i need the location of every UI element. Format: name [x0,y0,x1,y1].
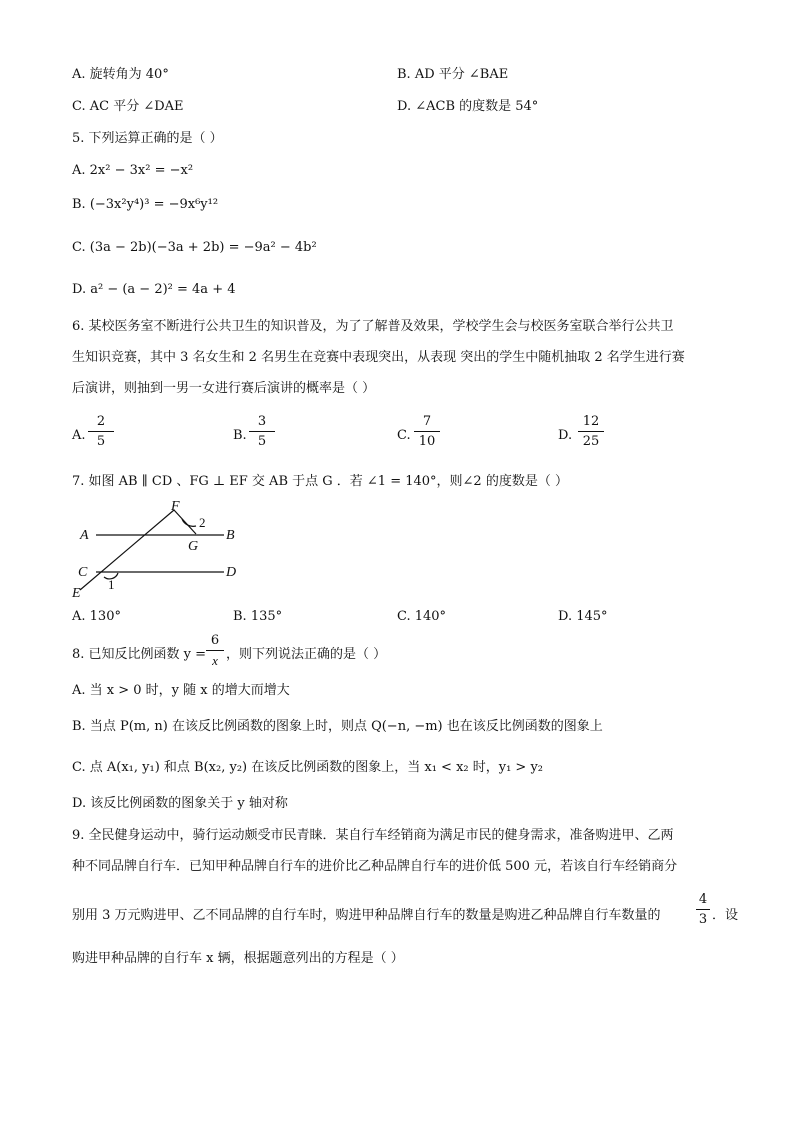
numerator: 7 [422,414,432,429]
q5-option-a: A. 2x² − 3x² = −x² [72,163,194,178]
q7-option-b: B. 135° [233,609,283,624]
line-ef [80,510,174,590]
q8-option-b: B. 当点 P(m, n) 在该反比例函数的图象上时，则点 Q(−n, −m) 也在该反比例函数的图象上 [72,719,603,734]
label-a: A [80,528,89,543]
q4-option-c: C. AC 平分 ∠DAE [72,99,184,114]
denominator: 25 [582,434,600,449]
denominator: x [212,653,218,668]
q6-option-b-label: B. [233,428,247,443]
q6-stem-line1: 6. 某校医务室不断进行公共卫生的知识普及，为了了解普及效果，学校学生会与校医务室联合举行公共卫 [72,319,674,334]
q8-option-c: C. 点 A(x₁, y₁) 和点 B(x₂, y₂) 在该反比例函数的图象上，当 x₁ < x₂ 时，y₁ > y₂ [72,760,544,775]
q8-stem-pre: 8. 已知反比例函数 y = [72,647,207,662]
q6-option-d-label: D. [558,428,573,443]
q6-option-d-fraction [578,414,604,449]
q5-stem: 5. 下列运算正确的是（ ） [72,131,223,146]
numerator: 6 [210,633,220,648]
numerator: 12 [582,414,600,429]
q4-option-b: B. AD 平分 ∠BAE [397,67,509,82]
label-c: C [78,565,88,580]
q6-option-c-label: C. [397,428,411,443]
q9-stem-line1: 9. 全民健身运动中，骑行运动颇受市民青睐．某自行车经销商为满足市民的健身需求，准备购进甲、乙两 [72,828,674,843]
q7-stem: 7. 如图 AB ∥ CD 、FG ⊥ EF 交 AB 于点 G ．若 ∠1 = 140°，则∠2 的度数是（ ） [72,474,568,489]
denominator: 3 [698,912,708,927]
q6-option-b-fraction [249,414,275,449]
denominator: 5 [257,434,267,449]
q9-stem-line4: 购进甲种品牌的自行车 x 辆，根据题意列出的方程是（ ） [72,951,404,966]
numerator: 3 [257,414,267,429]
denominator: 5 [96,434,106,449]
label-f: F [171,499,180,514]
q9-stem-line3-post: ．设 [712,908,739,923]
q5-option-c: C. (3a − 2b)(−3a + 2b) = −9a² − 4b² [72,240,317,255]
numerator: 2 [96,414,106,429]
q9-stem-line2: 种不同品牌自行车．已知甲种品牌自行车的进价比乙种品牌自行车的进价低 500 元，若该自行车经销商分 [72,859,678,874]
q5-option-d: D. a² − (a − 2)² = 4a + 4 [72,282,236,297]
label-b: B [226,528,235,543]
label-g: G [188,539,199,554]
q8-option-a: A. 当 x > 0 时，y 随 x 的增大而增大 [72,683,290,698]
q8-option-d: D. 该反比例函数的图象关于 y 轴对称 [72,796,288,811]
label-d: D [226,565,237,580]
q7-option-d: D. 145° [558,609,608,624]
q6-option-c-fraction [414,414,440,449]
numerator: 4 [698,892,708,907]
label-e: E [72,586,81,601]
q5-option-b: B. (−3x²y⁴)³ = −9x⁶y¹² [72,197,219,212]
q7-geometry-figure [66,498,256,602]
q8-function-fraction [206,633,224,669]
q8-stem-post: ，则下列说法正确的是（ ） [226,647,387,662]
label-1: 1 [108,577,115,592]
q9-ratio-fraction [696,892,710,927]
angle-2-arc [182,519,196,526]
q6-stem-line3: 后演讲，则抽到一男一女进行赛后演讲的概率是（ ） [72,381,376,396]
q4-option-a: A. 旋转角为 40° [72,67,169,82]
label-2: 2 [199,515,206,530]
q6-stem-line2: 生知识竞赛，其中 3 名女生和 2 名男生在竞赛中表现突出，从表现 突出的学生中随机抽取 2 名学生进行赛 [72,350,685,365]
q7-option-c: C. 140° [397,609,447,624]
q7-option-a: A. 130° [72,609,121,624]
q6-option-a-label: A. [72,428,86,443]
denominator: 10 [418,434,436,449]
q9-stem-line3-pre: 别用 3 万元购进甲、乙不同品牌的自行车时，购进甲种品牌自行车的数量是购进乙种品牌自行车数量的 [72,908,661,923]
q4-option-d: D. ∠ACB 的度数是 54° [397,99,539,114]
q6-option-a-fraction [88,414,114,449]
